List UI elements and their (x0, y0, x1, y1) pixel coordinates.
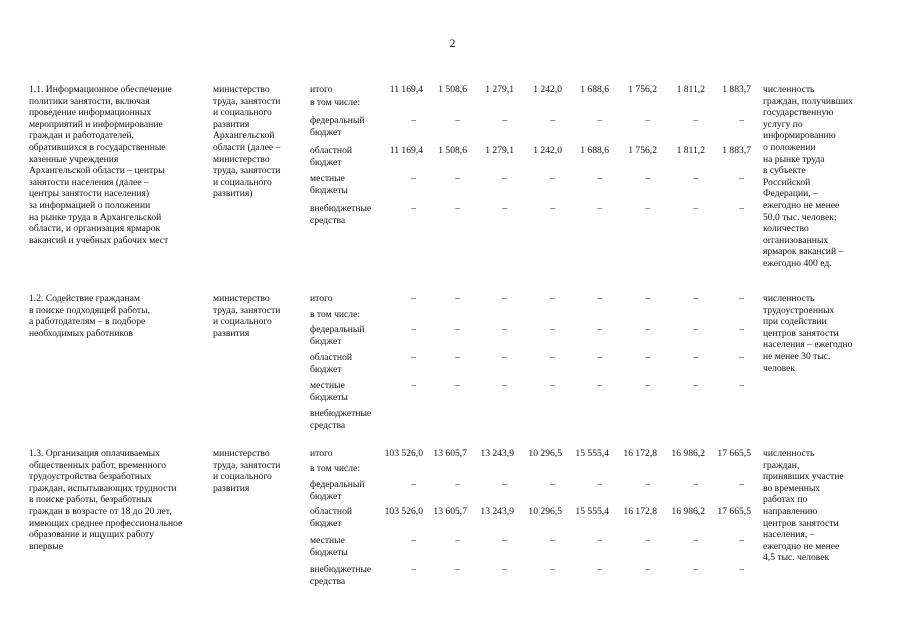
funding-value: – (455, 479, 460, 490)
funding-value: – (411, 535, 416, 546)
funding-value: – (455, 203, 460, 214)
activity-title: 1.2. Содействие гражданам в поиске подходящей работы, а работодателям – в подборе необходимых работников (29, 293, 150, 339)
funding-value: – (739, 173, 744, 184)
funding-value: – (739, 293, 744, 304)
funding-source-label: в том числе: (310, 463, 361, 474)
funding-value: – (550, 115, 555, 126)
responsible-executor: министерство труда, занятости и социального развития (213, 448, 281, 494)
target-indicator: численность трудоустроенных при содействии центров занятости населения – ежегодно не менее 30 тыс. человек (763, 293, 853, 374)
funding-value: – (550, 564, 555, 575)
funding-value: – (645, 203, 650, 214)
funding-value: – (597, 535, 602, 546)
funding-value: 1 811,2 (676, 145, 705, 156)
funding-value: – (411, 564, 416, 575)
funding-value: 1 883,7 (722, 84, 751, 95)
funding-value: 11 169,4 (389, 145, 423, 156)
funding-value: – (550, 173, 555, 184)
funding-value: 1 883,7 (722, 145, 751, 156)
funding-value: – (645, 173, 650, 184)
funding-source-label: областной бюджет (310, 352, 353, 375)
funding-value: – (502, 380, 507, 391)
funding-value: – (502, 293, 507, 304)
page-number: 2 (449, 36, 456, 50)
funding-source-label: областной бюджет (310, 145, 353, 168)
funding-value: – (502, 203, 507, 214)
funding-value: – (550, 203, 555, 214)
funding-source-label: местные бюджеты (310, 173, 348, 196)
funding-value: – (411, 293, 416, 304)
funding-value: 1 279,1 (485, 84, 514, 95)
funding-value: – (455, 115, 460, 126)
funding-value: – (645, 115, 650, 126)
activity-title: 1.1. Информационное обеспечение политики занятости, включая проведение информационных мероприятий и информирование граждан и работодателей, обратившихся в государственные казенные учреждения Архангельской области – центры занятости населения (далее – центры занятости населения) за информацией о положении на рынке труда в Архангельской области, и организация ярмарок вакансий и учебных рабочих мест (29, 84, 172, 246)
funding-value: 1 756,2 (628, 84, 657, 95)
funding-value: 1 242,0 (533, 84, 562, 95)
funding-source-label: федеральный бюджет (310, 479, 365, 502)
funding-value: – (693, 380, 698, 391)
activity-title: 1.3. Организация оплачиваемых общественных работ, временного трудоустройства безработных граждан, испытывающих трудности в поиске работы, безработных граждан в возрасте от 18 до 20 лет, имеющих среднее профессиональное образование и ищущих работу впервые (29, 448, 183, 552)
funding-value: – (597, 293, 602, 304)
funding-value: – (693, 293, 698, 304)
funding-value: – (502, 173, 507, 184)
funding-value: – (455, 380, 460, 391)
funding-value: – (693, 203, 698, 214)
funding-value: – (597, 352, 602, 363)
funding-value: – (645, 324, 650, 335)
funding-value: – (550, 324, 555, 335)
funding-value: 16 986,2 (671, 448, 705, 459)
funding-value: 10 296,5 (528, 448, 562, 459)
funding-value: – (645, 352, 650, 363)
funding-value: – (597, 203, 602, 214)
funding-value: – (645, 293, 650, 304)
funding-value: 1 242,0 (533, 145, 562, 156)
funding-value: 103 526,0 (384, 506, 423, 517)
funding-value: – (693, 173, 698, 184)
funding-value: – (550, 293, 555, 304)
funding-value: – (597, 173, 602, 184)
funding-value: 11 169,4 (389, 84, 423, 95)
funding-value: – (739, 352, 744, 363)
funding-value: – (411, 352, 416, 363)
funding-value: – (597, 479, 602, 490)
funding-source-label: областной бюджет (310, 506, 353, 529)
funding-value: 1 756,2 (628, 145, 657, 156)
funding-value: 16 172,8 (623, 506, 657, 517)
funding-value: – (645, 564, 650, 575)
funding-value: 15 555,4 (575, 506, 609, 517)
funding-value: – (502, 115, 507, 126)
funding-value: – (502, 479, 507, 490)
funding-source-label: итого (310, 448, 333, 459)
funding-value: 1 688,6 (580, 84, 609, 95)
funding-value: – (411, 115, 416, 126)
funding-source-label: итого (310, 293, 333, 304)
funding-value: 13 243,9 (480, 506, 514, 517)
funding-value: – (597, 564, 602, 575)
funding-value: – (502, 324, 507, 335)
funding-value: – (693, 115, 698, 126)
funding-value: – (411, 324, 416, 335)
funding-value: – (411, 380, 416, 391)
funding-value: – (739, 115, 744, 126)
funding-value: – (550, 380, 555, 391)
funding-source-label: федеральный бюджет (310, 115, 365, 138)
funding-source-label: в том числе: (310, 97, 361, 108)
funding-value: 13 605,7 (433, 448, 467, 459)
funding-source-label: внебюджетные средства (310, 564, 372, 587)
funding-value: 10 296,5 (528, 506, 562, 517)
funding-value: – (455, 173, 460, 184)
funding-value: – (502, 352, 507, 363)
funding-value: – (502, 564, 507, 575)
funding-value: – (597, 324, 602, 335)
funding-value: – (455, 293, 460, 304)
funding-value: 17 665,5 (717, 506, 751, 517)
funding-value: – (739, 203, 744, 214)
funding-value: – (693, 352, 698, 363)
funding-value: – (597, 380, 602, 391)
funding-value: – (411, 203, 416, 214)
funding-value: – (645, 479, 650, 490)
funding-value: 16 986,2 (671, 506, 705, 517)
funding-value: – (739, 564, 744, 575)
funding-value: – (455, 324, 460, 335)
funding-source-label: внебюджетные средства (310, 408, 372, 431)
funding-value: – (455, 535, 460, 546)
funding-value: 1 279,1 (485, 145, 514, 156)
funding-value: 1 508,6 (438, 145, 467, 156)
funding-source-label: итого (310, 84, 333, 95)
funding-source-label: федеральный бюджет (310, 324, 365, 347)
funding-value: – (739, 535, 744, 546)
funding-value: – (693, 564, 698, 575)
funding-value: – (550, 535, 555, 546)
funding-value: – (502, 535, 507, 546)
funding-value: – (693, 479, 698, 490)
funding-value: 103 526,0 (384, 448, 423, 459)
funding-source-label: местные бюджеты (310, 535, 348, 558)
funding-source-label: внебюджетные средства (310, 203, 372, 226)
funding-value: – (739, 380, 744, 391)
funding-value: – (550, 352, 555, 363)
funding-value: – (411, 173, 416, 184)
funding-value: – (455, 564, 460, 575)
funding-value: – (739, 324, 744, 335)
funding-value: – (645, 380, 650, 391)
funding-value: – (693, 324, 698, 335)
funding-value: 16 172,8 (623, 448, 657, 459)
funding-source-label: местные бюджеты (310, 380, 348, 403)
funding-value: – (693, 535, 698, 546)
responsible-executor: министерство труда, занятости и социального развития (213, 293, 281, 339)
funding-value: – (645, 535, 650, 546)
target-indicator: численность граждан, принявших участие во временных работах по направлению центров занятости населения, – ежегодно не менее 4,5 тыс. человек (763, 448, 844, 564)
funding-value: – (739, 479, 744, 490)
funding-value: 1 811,2 (676, 84, 705, 95)
funding-value: 13 605,7 (433, 506, 467, 517)
funding-value: – (455, 352, 460, 363)
responsible-executor: министерство труда, занятости и социального развития Архангельской области (далее – министерство труда, занятости и социального развития) (213, 84, 281, 200)
funding-value: – (597, 115, 602, 126)
target-indicator: численность граждан, получивших государственную услугу по информированию о положении на рынке труда в субъекте Российской Федерации, – ежегодно не менее 50,0 тыс. человек; количество orганизованных ярмарок вакансий – ежегодно 400 ед. (763, 84, 853, 269)
funding-value: 1 508,6 (438, 84, 467, 95)
funding-value: 17 665,5 (717, 448, 751, 459)
funding-value: – (411, 479, 416, 490)
funding-value: 15 555,4 (575, 448, 609, 459)
funding-source-label: в том числе: (310, 309, 361, 320)
funding-value: 13 243,9 (480, 448, 514, 459)
funding-value: – (550, 479, 555, 490)
funding-value: 1 688,6 (580, 145, 609, 156)
